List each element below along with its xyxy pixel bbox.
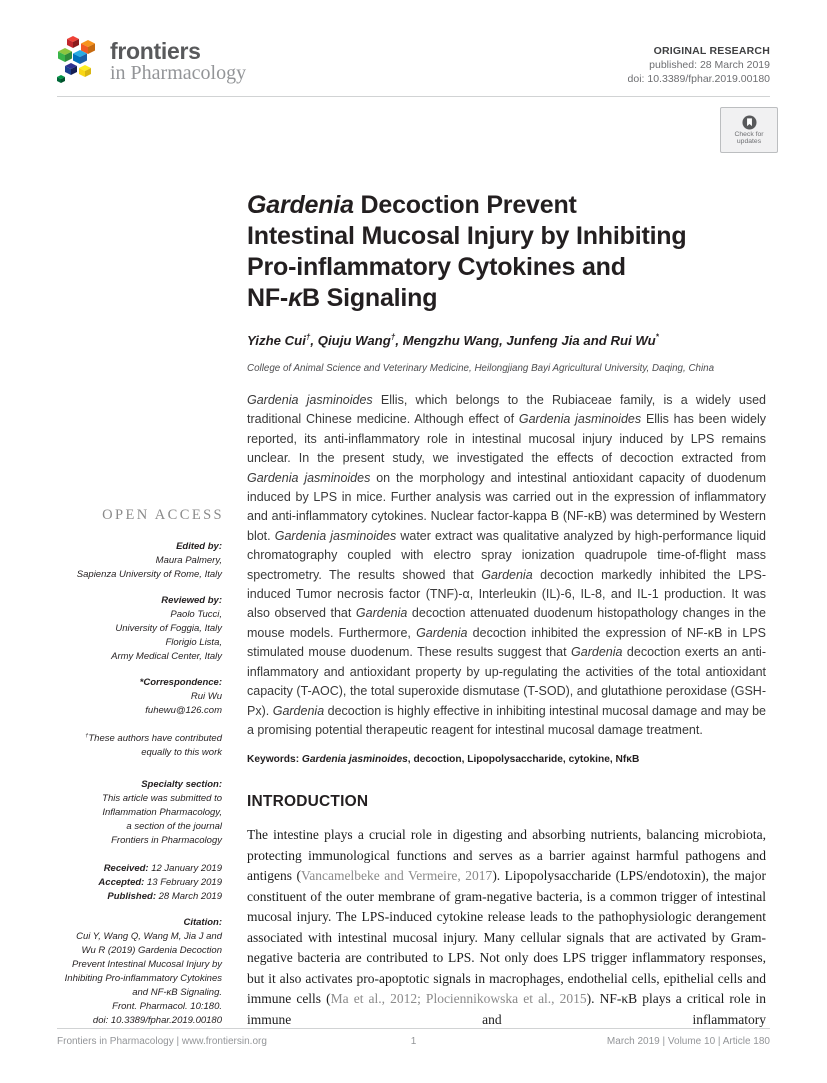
text-segment: Accepted: [98,877,145,888]
text-segment: Decoction Prevent [353,191,577,219]
article-title [247,190,766,314]
citation-ref[interactable]: Vancamelbeke and Vermeire, 2017 [301,868,493,884]
text-segment: Maura Palmery, [155,555,222,566]
text-segment: Gardenia jasminoides [301,754,408,766]
text-segment: Gardenia [416,625,468,640]
footer-journal-url: Frontiers in Pharmacology | www.frontiersin.org [57,1036,267,1047]
text-segment: decoction markedly inhibited the LPS-induced Tumor necrosis factor (TNF)-α, Interleukin (IL)-6, IL-8, and IL-1 production. It was also observed that [247,567,766,621]
open-access-label: OPEN ACCESS [102,507,224,523]
text-segment: equally to this work [141,747,222,758]
text-segment: Pro-inflammatory Cytokines and [247,253,626,281]
text-segment: Sapienza University of Rome, Italy [76,569,222,580]
edited-by-block [52,540,222,582]
text-segment: and NF-κB Signaling. [132,987,222,998]
text-segment: Army Medical Center, Italy [111,651,222,662]
text-segment: The intestine plays a crucial role in digesting and absorbing nutrients, balancing microbiota, protecting immunological functions and serves as a barrier against harmful pathogens and antigens ( [247,827,766,884]
text-segment: † [390,332,396,342]
text-segment: Paolo Tucci, [170,609,222,620]
page-footer [57,1028,770,1047]
text-segment: This article was submitted to [102,793,222,804]
abstract-paragraph [247,391,766,740]
text-segment: Ellis, which belongs to the Rubiaceae family, is a widely used traditional Chinese medicine. Although effect of [247,393,766,427]
keywords-line [247,753,766,767]
text-segment: These authors have contributed [88,733,222,744]
text-segment: Reviewed by: [161,595,222,606]
text-segment: *Correspondence: [139,677,222,688]
citation-ref[interactable]: Ma et al., 2012; Plociennikowska et al., 2015 [330,991,587,1007]
text-segment: ). NF-κB plays a critical role in immune and inflammatory [247,991,766,1027]
text-segment: Published: [107,891,156,902]
text-segment: decoction is highly effective in inhibiting intestinal mucosal damage and may be a promising potential therapeutic reagent for intestinal mucosal damage treatment. [247,703,766,737]
frontiers-cubes-icon [57,34,101,86]
text-segment: Gardenia [481,567,533,582]
text-segment: Specialty section: [141,779,222,790]
correspondence-block [52,676,222,718]
text-segment: Ellis has been widely reported, its anti-inflammatory role in intestinal mucosal injury induced by LPS remains unclear. In the present study, we investigated the effects of decoction extracted from [247,412,766,466]
text-segment: Frontiers in Pharmacology [111,835,222,846]
text-segment: decoction attenuated duodenum histopathology changes in the mouse models. Furthermore, [247,606,766,640]
introduction-heading: INTRODUCTION [247,793,369,811]
footer-page-number: 1 [410,1036,417,1047]
text-segment: Gardenia jasminoides [247,470,371,485]
text-segment: Yizhe Cui [247,333,306,348]
doi-line: doi: 10.3389/fphar.2019.00180 [627,73,770,85]
text-segment: * [655,332,659,342]
text-segment: a section of the journal [126,821,222,832]
text-segment: Gardenia jasminoides [274,528,397,543]
text-segment: Rui Wu [190,691,222,702]
text-segment: NF- [247,284,289,312]
text-segment: decoction exerts an anti-inflammatory and antioxidant property by up-regulating the activities of the total antioxidant capacity (T-AOC), the total superoxide dismutase (T-SOD), and glutathione peroxidase (GSH-Px). [247,645,766,718]
article-type-label: ORIGINAL RESEARCH [653,45,770,57]
text-segment: Gardenia [571,645,623,660]
text-segment: Cui Y, Wang Q, Wang M, Jia J and [76,931,222,942]
logo-title: frontiers [110,38,201,64]
logo-subtitle: in Pharmacology [110,62,247,84]
text-segment: Gardenia [272,703,325,718]
text-segment: , decoction, Lipopolysaccharide, cytokine, NfκB [407,754,640,766]
text-segment: † [305,332,311,342]
citation-block [52,916,222,1028]
text-segment: 28 March 2019 [155,891,222,902]
text-segment: 12 January 2019 [148,863,222,874]
text-segment: University of Foggia, Italy [115,623,222,634]
text-segment: Front. Pharmacol. 10:180. [112,1001,222,1012]
text-segment: , Mengzhu Wang, Junfeng Jia and Rui Wu [395,333,656,348]
text-segment: Florigio Lista, [165,637,222,648]
affiliation-line: College of Animal Science and Veterinary Medicine, Heilongjiang Bayi Agricultural University, Daqing, China [247,363,715,374]
introduction-paragraph [247,825,766,1030]
check-for-updates-badge[interactable] [720,107,778,153]
text-segment: Gardenia [355,606,408,621]
text-segment: 13 February 2019 [144,877,222,888]
equal-contribution-note [52,732,222,760]
text-segment: Inhibiting Pro-inflammatory Cytokines [64,973,222,984]
check-badge-label: Check for updates [734,130,764,145]
reviewed-by-block [52,594,222,664]
text-segment: doi: 10.3389/fphar.2019.00180 [92,1015,222,1026]
authors-line [247,333,766,348]
main-column [247,190,766,1030]
text-segment: ). Lipopolysaccharide (LPS/endotoxin), the major constituent of the outer membrane of gram-negative bacteria, is a common trigger of intestinal mucosal injury. The LPS-induced cytokine release leads to the pathophysiologic derangement associated with intestinal mucosal injury. Many cellular signals that are activated by Gram-negative bacteria are contributed to LPS. Not only does LPS trigger inflammatory responses, but it also activates pro-apoptotic signals in macrophages, endothelial cells, epithelial cells and immune cells ( [247,868,766,1007]
history-dates-block [52,862,222,904]
text-segment: Intestinal Mucosal Injury by Inhibiting [247,222,687,250]
crossmark-icon [742,115,757,130]
text-segment: , Qiuju Wang [310,333,391,348]
text-segment: Wu R (2019) Gardenia Decoction [81,945,222,956]
header-divider [57,96,770,97]
text-segment: Gardenia [247,191,354,219]
text-segment: † [85,732,89,739]
text-segment: Inflammation Pharmacology, [102,807,222,818]
text-segment: water extract was qualitative analyzed by high-performance liquid chromatography coupled with electro spray ionization quadrupole time-of-flight mass spectrometry. The results showed that [247,528,766,582]
text-segment: Gardenia jasminoides [247,393,373,407]
text-segment: decoction inhibited the expression of NF-κB in LPS stimulated mouse duodenum. These results suggest that [247,625,766,660]
logo-text [110,34,246,84]
text-segment: Gardenia jasminoides [518,412,642,427]
text-segment: fuhewu@126.com [145,705,222,716]
header-meta [628,44,770,86]
text-segment: B Signaling [302,284,438,312]
published-date: published: 28 March 2019 [649,59,770,71]
text-segment: Prevent Intestinal Mucosal Injury by [72,959,222,970]
text-segment: on the morphology and intestinal antioxidant capacity of duodenum induced by LPS in mice. Further analysis was carried out in the expression of inflammatory and anti-inflammatory cytokines. Nuclear factor-kappa B (NF-κB) was determined by Western blot. [247,470,766,543]
text-segment: κ [288,284,303,312]
specialty-section-block [52,778,222,848]
text-segment: Edited by: [176,541,222,552]
text-segment: Keywords: [247,754,302,766]
article-info-sidebar [52,508,222,1040]
header [57,34,770,92]
text-segment: Received: [103,863,149,874]
footer-issue-info: March 2019 | Volume 10 | Article 180 [606,1036,770,1047]
text-segment: Citation: [183,917,222,928]
